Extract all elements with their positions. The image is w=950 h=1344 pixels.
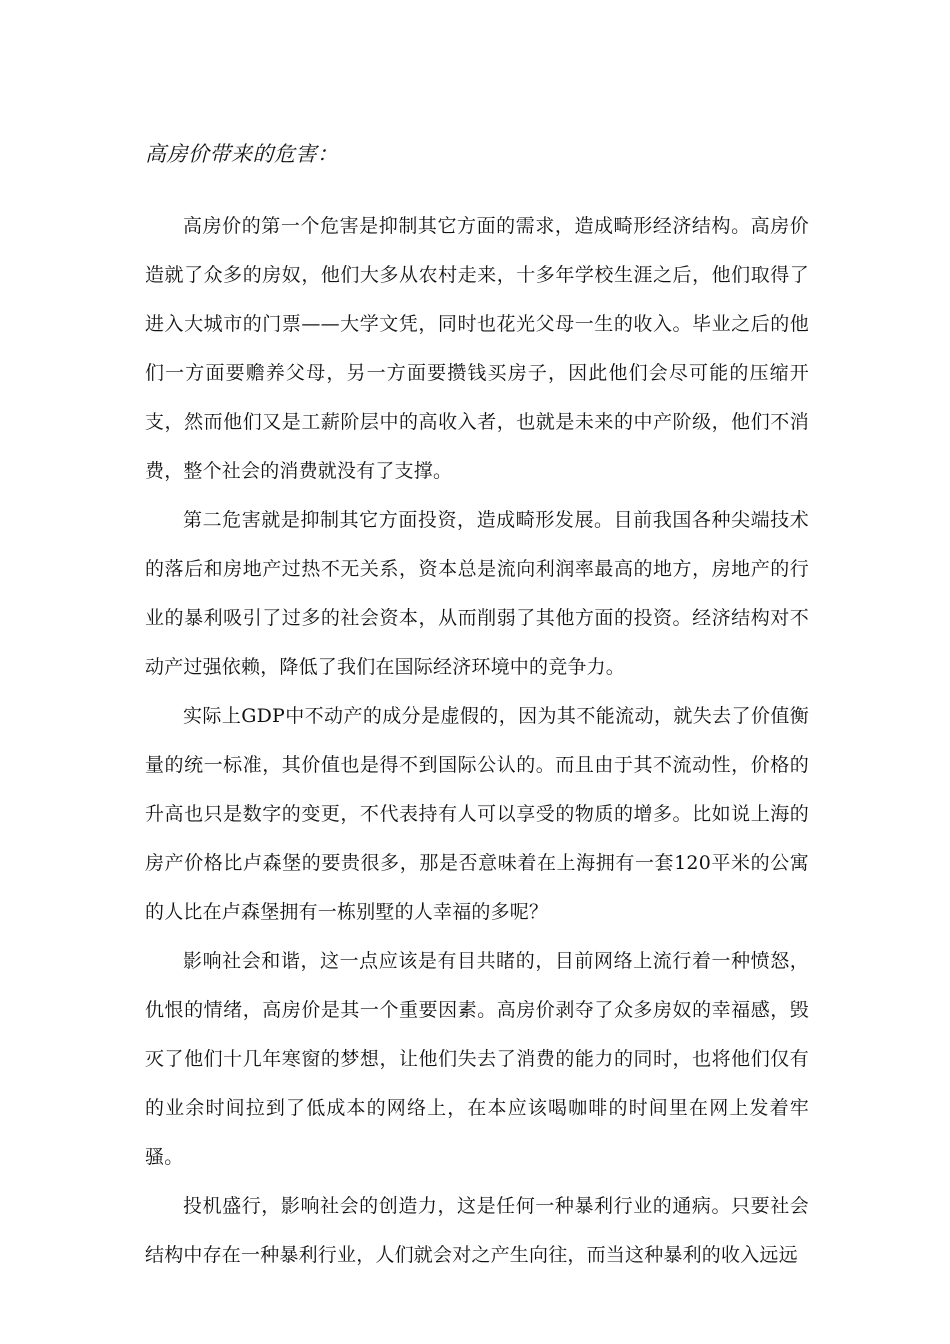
document-body: [145, 134, 809, 1280]
paragraph-1: 高房价的第一个危害是抑制其它方面的需求，造成畸形经济结构。高房价造就了众多的房奴，他们大多从农村走来，十多年学校生涯之后，他们取得了进入大城市的门票——大学文凭，同时也花光父母一生的收入。毕业之后的他们一方面要赡养父母，另一方面要攒钱买房子，因此他们会尽可能的压缩开支，然而他们又是工薪阶层中的高收入者，也就是未来的中产阶级，他们不消费，整个社会的消费就没有了支撑。: [145, 215, 809, 482]
paragraph-4: 影响社会和谐，这一点应该是有目共睹的，目前网络上流行着一种愤怒，仇恨的情绪，高房价是其一个重要因素。高房价剥夺了众多房奴的幸福感，毁灭了他们十几年寒窗的梦想，让他们失去了消费的能力的同时，也将他们仅有的业余时间拉到了低成本的网络上，在本应该喝咖啡的时间里在网上发着牢骚。: [145, 950, 809, 1168]
paragraph-2: 第二危害就是抑制其它方面投资，造成畸形发展。目前我国各种尖端技术的落后和房地产过热不无关系，资本总是流向利润率最高的地方，房地产的行业的暴利吸引了过多的社会资本，从而削弱了其他方面的投资。经济结构对不动产过强依赖，降低了我们在国际经济环境中的竞争力。: [145, 509, 809, 678]
paragraph-5: 投机盛行，影响社会的创造力，这是任何一种暴利行业的通病。只要社会结构中存在一种暴利行业，人们就会对之产生向往，而当这种暴利的收入远远: [145, 1195, 809, 1266]
document-title: 高房价带来的危害：: [145, 142, 339, 166]
paragraph-3: 实际上GDP中不动产的成分是虚假的，因为其不能流动，就失去了价值衡量的统一标准，其价值也是得不到国际公认的。而且由于其不流动性，价格的升高也只是数字的变更，不代表持有人可以享受的物质的增多。比如说上海的房产价格比卢森堡的要贵很多，那是否意味着在上海拥有一套120平米的公寓的人比在卢森堡拥有一栋别墅的人幸福的多呢？: [145, 705, 809, 923]
